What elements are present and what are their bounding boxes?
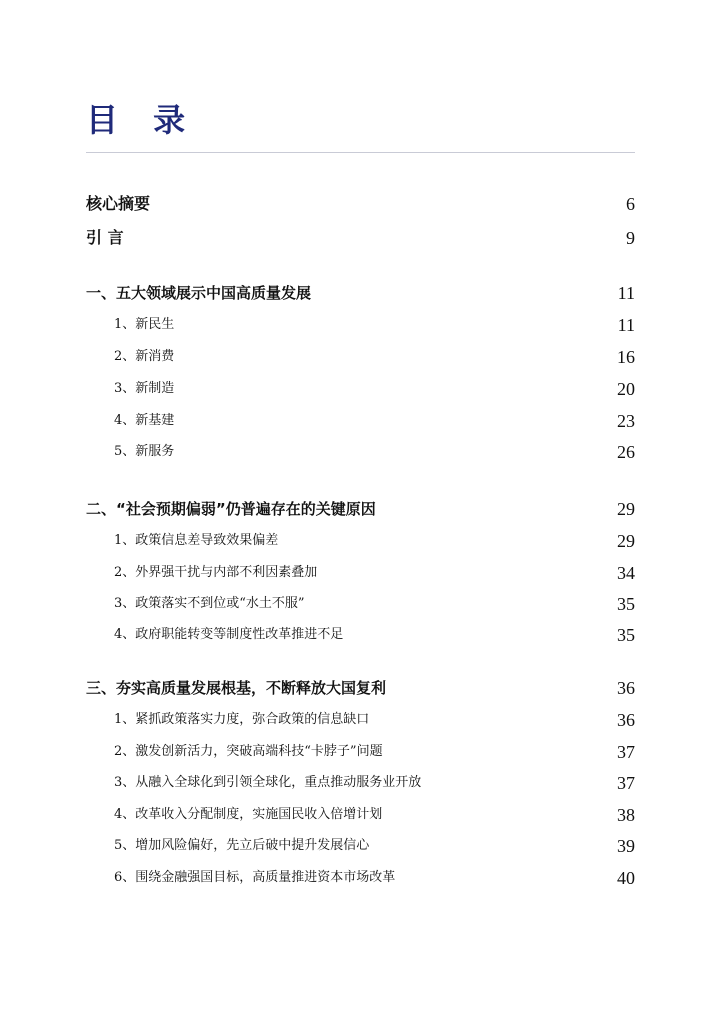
toc-entry-intro[interactable]	[0, 226, 724, 250]
toc-subentry[interactable]	[0, 345, 724, 369]
toc-entry-label: 3、新制造	[114, 381, 175, 396]
toc-entry-page: 26	[617, 442, 635, 462]
toc-entry-page: 37	[617, 773, 635, 793]
toc-section-2[interactable]	[0, 497, 724, 521]
toc-subentry[interactable]	[0, 623, 724, 647]
toc-subentry[interactable]	[0, 834, 724, 858]
toc-entry-page: 29	[617, 531, 635, 551]
toc-subentry[interactable]	[0, 313, 724, 337]
toc-subentry[interactable]	[0, 409, 724, 433]
title-divider	[86, 152, 635, 153]
toc-entry-page: 34	[617, 563, 635, 583]
toc-entry-label: 4、政府职能转变等制度性改革推进不足	[114, 627, 344, 642]
toc-subentry[interactable]	[0, 708, 724, 732]
toc-entry-label: 1、政策信息差导致效果偏差	[114, 533, 279, 548]
toc-entry-label: 6、围绕金融强国目标，高质量推进资本市场改革	[114, 870, 396, 885]
toc-entry-label: 5、新服务	[114, 444, 175, 459]
toc-entry-page: 23	[617, 411, 635, 431]
toc-entry-label: 二、“社会预期偏弱”仍普遍存在的关键原因	[86, 500, 376, 518]
toc-subentry[interactable]	[0, 740, 724, 764]
toc-entry-label: 3、政策落实不到位或“水土不服”	[114, 596, 305, 611]
toc-entry-page: 35	[617, 625, 635, 645]
toc-title: 目 录	[86, 101, 198, 139]
toc-entry-label: 1、紧抓政策落实力度，弥合政策的信息缺口	[114, 712, 370, 727]
toc-entry-page: 37	[617, 742, 635, 762]
toc-entry-page: 9	[626, 228, 635, 248]
toc-entry-page: 16	[617, 347, 635, 367]
toc-subentry[interactable]	[0, 377, 724, 401]
toc-entry-page: 36	[617, 710, 635, 730]
toc-entry-page: 38	[617, 805, 635, 825]
toc-entry-page: 36	[617, 678, 635, 698]
toc-section-1[interactable]	[0, 281, 724, 305]
toc-subentry[interactable]	[0, 592, 724, 616]
toc-subentry[interactable]	[0, 803, 724, 827]
toc-subentry[interactable]	[0, 529, 724, 553]
toc-entry-page: 11	[617, 283, 635, 303]
toc-entry-page: 20	[617, 379, 635, 399]
toc-entry-label: 2、外界强干扰与内部不利因素叠加	[114, 565, 318, 580]
toc-entry-label: 三、夯实高质量发展根基，不断释放大国复利	[86, 679, 387, 697]
toc-entry-label: 引 言	[86, 228, 124, 247]
toc-subentry[interactable]	[0, 866, 724, 890]
toc-entry-page: 39	[617, 836, 635, 856]
toc-entry-label: 5、增加风险偏好，先立后破中提升发展信心	[114, 838, 370, 853]
toc-entry-page: 6	[626, 194, 635, 214]
toc-entry-page: 40	[617, 868, 635, 888]
toc-entry-label: 4、新基建	[114, 413, 175, 428]
toc-entry-label: 2、新消费	[114, 349, 175, 364]
toc-entry-page: 35	[617, 594, 635, 614]
toc-section-3[interactable]	[0, 676, 724, 700]
toc-entry-summary[interactable]	[0, 192, 724, 216]
toc-entry-page: 29	[617, 499, 635, 519]
toc-subentry[interactable]	[0, 561, 724, 585]
toc-entry-label: 3、从融入全球化到引领全球化，重点推动服务业开放	[114, 775, 422, 790]
toc-entry-label: 1、新民生	[114, 317, 175, 332]
toc-subentry[interactable]	[0, 771, 724, 795]
toc-entry-label: 核心摘要	[86, 194, 151, 213]
toc-entry-label: 2、激发创新活力，突破高端科技“卡脖子”问题	[114, 744, 383, 759]
toc-entry-page: 11	[617, 315, 635, 335]
toc-entry-label: 4、改革收入分配制度，实施国民收入倍增计划	[114, 807, 383, 822]
toc-subentry[interactable]	[0, 440, 724, 464]
toc-entry-label: 一、五大领域展示中国高质量发展	[86, 284, 312, 302]
